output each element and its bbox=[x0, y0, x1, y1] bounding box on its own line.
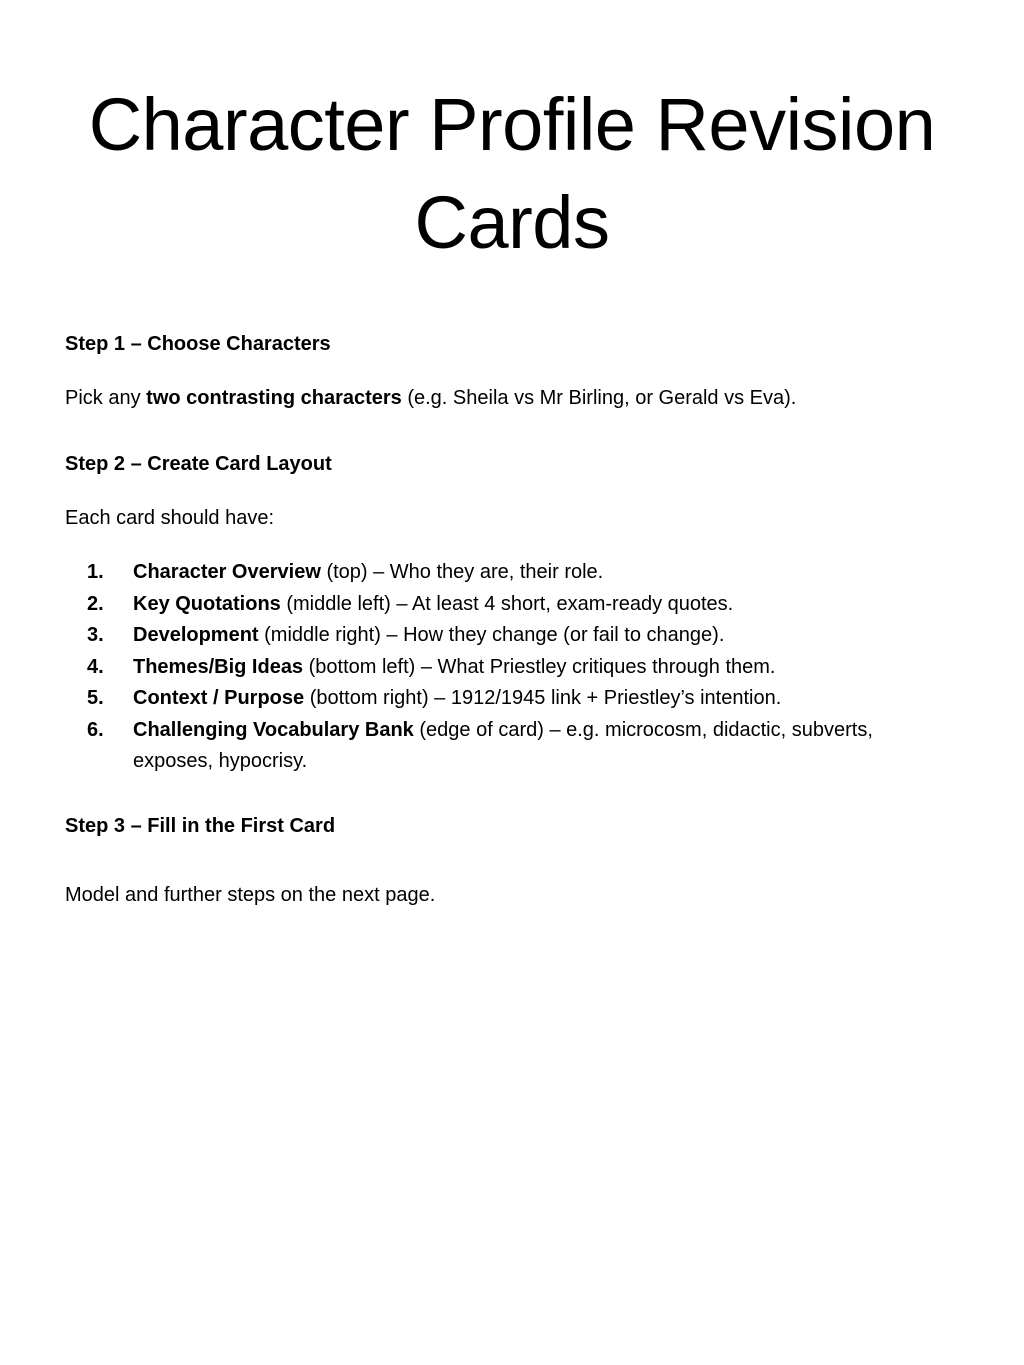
step-3-heading: Step 3 – Fill in the First Card bbox=[65, 815, 336, 837]
list-item bbox=[65, 620, 905, 652]
list-item-number: 5. bbox=[87, 687, 104, 709]
list-item-description: (middle right) – How they change (or fail to change). bbox=[258, 624, 725, 646]
list-item-title: Themes/Big Ideas bbox=[133, 655, 304, 678]
step-1-heading: Step 1 – Choose Characters bbox=[65, 333, 331, 355]
page-title bbox=[0, 76, 1024, 272]
list-item-title: Character Overview bbox=[133, 561, 321, 583]
list-item-number: 6. bbox=[87, 718, 104, 741]
list-item-number: 2. bbox=[87, 592, 104, 615]
page-title-line-1: Character Profile Revision bbox=[88, 83, 936, 166]
next-page-note: Model and further steps on the next page. bbox=[65, 884, 436, 906]
list-item bbox=[65, 683, 905, 715]
list-item-title: Development bbox=[133, 624, 259, 646]
list-item-title: Context / Purpose bbox=[133, 687, 305, 709]
page-title-line-2: Cards bbox=[414, 181, 610, 264]
step-2-intro: Each card should have: bbox=[65, 507, 275, 529]
list-item-title: Challenging Vocabulary Bank bbox=[133, 718, 414, 741]
list-item-description: (top) – Who they are, their role. bbox=[320, 561, 604, 583]
list-item-number: 4. bbox=[87, 655, 104, 678]
step-2-heading: Step 2 – Create Card Layout bbox=[65, 453, 332, 475]
list-item-title: Key Quotations bbox=[133, 592, 281, 615]
step-1-text-bold: two contrasting characters bbox=[146, 387, 402, 409]
step-1-text-before: Pick any bbox=[65, 387, 147, 409]
list-item-number: 3. bbox=[87, 624, 104, 646]
list-item bbox=[65, 557, 905, 589]
list-item bbox=[65, 715, 905, 778]
list-item-description: (bottom left) – What Priestley critiques through them. bbox=[303, 655, 776, 678]
step-1-text-after: (e.g. Sheila vs Mr Birling, or Gerald vs Eva). bbox=[401, 387, 797, 409]
list-item-description: (middle left) – At least 4 short, exam-ready quotes. bbox=[280, 592, 734, 615]
list-item-number: 1. bbox=[87, 561, 104, 583]
list-item bbox=[65, 652, 905, 684]
list-item bbox=[65, 589, 905, 621]
list-item-description: (edge of card) – e.g. microcosm, didactic, subverts, exposes, hypocrisy. bbox=[133, 718, 873, 772]
card-layout-list bbox=[65, 557, 905, 778]
list-item-description: (bottom right) – 1912/1945 link + Priestley’s intention. bbox=[304, 687, 782, 709]
step-1-instruction bbox=[65, 384, 796, 412]
